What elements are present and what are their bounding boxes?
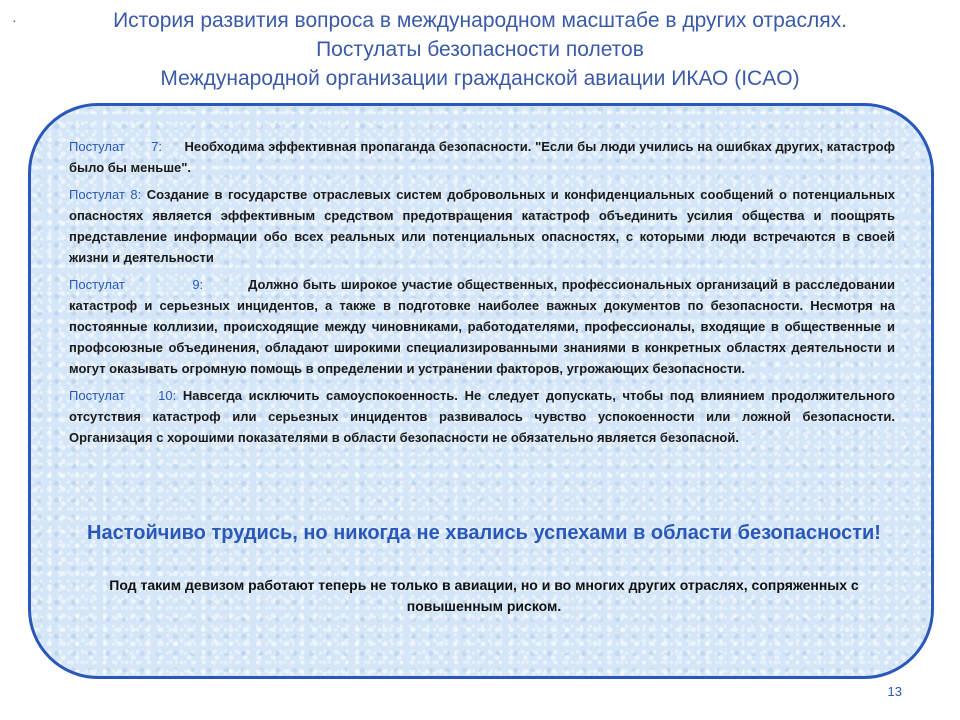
- postulate-text: Навсегда исключить самоуспокоенность. Не следует допускать, чтобы под влиянием продолжительного отсутствия катастроф или серьезных инцидентов развивалось чувство успокоенности или ложной безопасности. Организация с хорошими показателями в области безопасности не обязательно является безопасной.: [69, 388, 896, 445]
- slide-header: [40, 6, 920, 93]
- postulate-text: Создание в государстве отраслевых систем добровольных и конфиденциальных сообщений о потенциальных опасностях является эффективным средством предотвращения катастроф объединить усилия общества и поощрять представление информации обо всех реальных или потенциальных опасностях, с которыми люди встречаются в своей жизни и деятельности: [69, 187, 895, 265]
- postulate-label: Постулат: [69, 187, 125, 202]
- postulate-9: [69, 274, 895, 379]
- postulate-8: [69, 184, 895, 268]
- content-panel: [28, 103, 934, 679]
- postulate-7: [69, 136, 895, 178]
- postulates-list: [69, 136, 895, 454]
- motto: Настойчиво трудись, но никогда не хвались успехами в области безопасности!: [87, 522, 881, 544]
- motto-subtext: Под таким девизом работают теперь не только в авиации, но и во многих других отраслях, сопряженных с повышенным риском.: [109, 577, 859, 614]
- postulate-number: 9:: [192, 277, 204, 292]
- postulate-number: 10:: [158, 388, 177, 403]
- postulate-label: Постулат: [69, 277, 125, 292]
- header-line-2: Постулаты безопасности полетов: [316, 38, 644, 61]
- page-number: 13: [887, 684, 902, 699]
- header-line-3: Международной организации гражданской авиации ИКАО (ICAO): [160, 67, 800, 90]
- decorative-dot: ·: [12, 12, 17, 28]
- postulate-text: Необходима эффективная пропаганда безопасности. "Если бы люди учились на ошибках других, катастроф было бы меньше".: [69, 139, 895, 175]
- postulate-text: Должно быть широкое участие общественных, профессиональных организаций в расследовании катастроф и серьезных инцидентов, а также в подготовке наиболее важных документов по безопасности. Несмотря на постоянные коллизии, происходящие между чиновниками, работодателями, профессионалы, входящие в общественные и профсоюзные объединения, обладают широкими специализированными знаниями в конкретных областях деятельности и могут оказывать огромную помощь в определении и устранении факторов, угрожающих безопасности.: [69, 277, 896, 376]
- postulate-number: 8:: [130, 187, 142, 202]
- postulate-10: [69, 385, 895, 448]
- postulate-number: 7:: [151, 139, 162, 154]
- header-line-1: История развития вопроса в международном масштабе в других отраслях.: [113, 9, 847, 32]
- postulate-label: Постулат: [69, 139, 125, 154]
- postulate-label: Постулат: [69, 388, 125, 403]
